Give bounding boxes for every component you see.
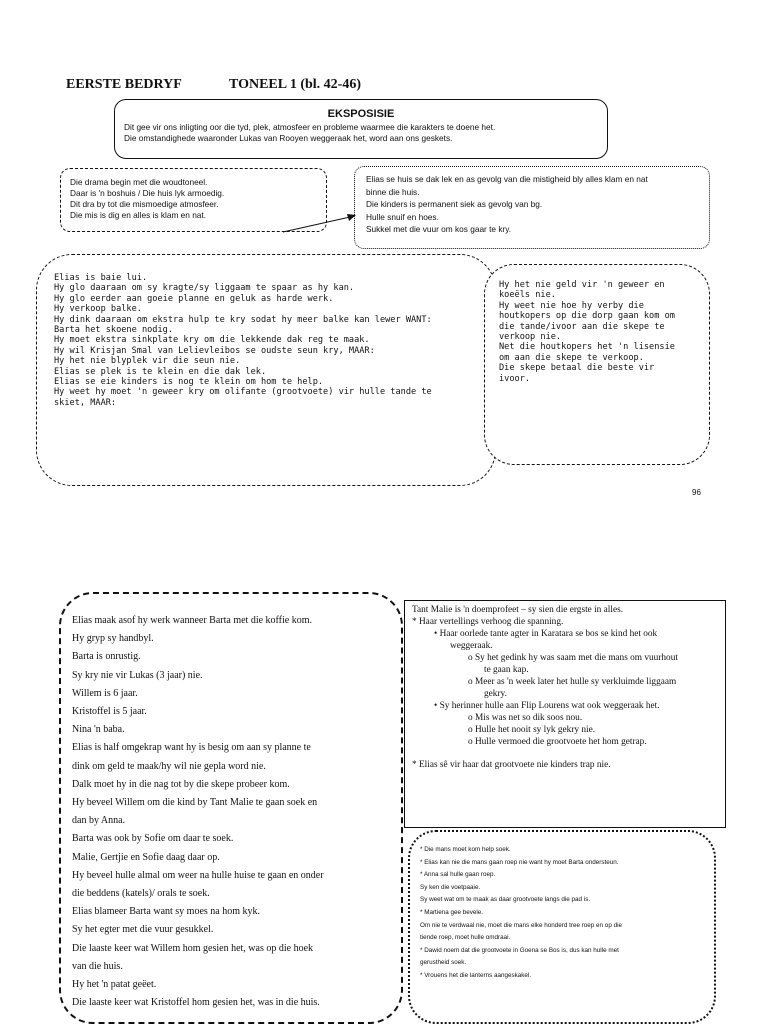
search-line: * Die mans moet kom help soek. (420, 846, 511, 853)
family-line: van die huis. (72, 960, 123, 972)
family-line: Die laaste keer wat Willem hom gesien het, was op die hoek (72, 942, 314, 954)
elias-line: Elias se eie kinders is nog te klein om hom te help. (54, 377, 324, 388)
elias-character-box (36, 254, 496, 486)
malie-subbullet-cont: te gaan kap. (484, 665, 529, 675)
ivory-line: Hy weet nie hoe hy verby die (499, 300, 644, 311)
family-line: Elias blameer Barta want sy moes na hom kyk. (72, 906, 261, 918)
elias-line: Hy het nie blyplek vir die seun nie. (54, 356, 241, 367)
ivory-line: Hy het nie geld vir 'n geweer en (499, 280, 665, 290)
family-events-box (59, 592, 403, 1024)
tant-malie-box (404, 600, 726, 828)
family-line: dan by Anna. (72, 815, 126, 827)
family-line: Hy het 'n patat geëet. (72, 979, 157, 991)
setting-line: Die drama begin met die woudtoneel. (70, 177, 208, 187)
exposition-title: EKSPOSISIE (327, 108, 395, 120)
setting-line: Daar is 'n boshuis / Die huis lyk armoedig. (70, 188, 225, 198)
house-line: Elias se huis se dak lek en as gevolg van die mistigheid bly alles klam en nat (366, 174, 648, 184)
search-line: gerustheid soek. (420, 959, 467, 967)
family-line: Sy het egter met die vuur gesukkel. (72, 924, 214, 936)
elias-line: Barta het skoene nodig. (54, 325, 173, 336)
family-line: Kristoffel is 5 jaar. (72, 706, 147, 718)
elias-line: Elias se plek is te klein en die dak lek. (54, 366, 267, 377)
family-line: Nina 'n baba. (72, 724, 125, 736)
malie-bullet: • Haar oorlede tante agter in Karatara se bos se kind het ook (434, 629, 658, 639)
elias-line: Hy dink daaraan om ekstra hulp te kry sodat hy meer balke kan lewer WANT: (54, 314, 432, 325)
exposition-box (114, 99, 608, 159)
act-heading: EERSTE BEDRYF (66, 77, 182, 92)
malie-subbullet: o Mis was net so dik soos nou. (468, 713, 583, 723)
family-line: Barta was ook by Sofie om daar te soek. (72, 833, 234, 845)
family-line: Elias is half omgekrap want hy is besig om aan sy planne te (72, 742, 311, 754)
search-line: * Vrouens het die lanterns aangeskakel. (420, 971, 532, 979)
elias-line: Hy wil Krisjan Smal van Lelievleibos se oudste seun kry, MAAR: (54, 345, 375, 356)
ivory-line: houtkopers op die dorp gaan kom om (499, 311, 675, 322)
family-line: Die laaste keer wat Kristoffel hom gesien het, was in die huis. (72, 997, 320, 1009)
house-line: binne die huis. (366, 186, 420, 197)
family-line: Elias maak asof hy werk wanneer Barta met die koffie kom. (72, 615, 313, 626)
elias-line: Hy moet ekstra sinkplate kry om die lekkende dak reg te maak. (54, 335, 370, 346)
ivory-problem-box (484, 264, 710, 465)
scene-heading: TONEEL 1 (bl. 42-46) (229, 77, 361, 92)
setting-line: Dit dra by tot die mismoedige atmosfeer. (70, 199, 219, 209)
family-line: Sy kry nie vir Lukas (3 jaar) nie. (72, 669, 203, 681)
search-line: Sy ken die voetpaaie. (420, 883, 481, 891)
setting-box (60, 168, 327, 232)
malie-subbullet-cont: gekry. (484, 689, 507, 699)
malie-intro: Tant Malie is 'n doemprofeet – sy sien die ergste in alles. (412, 605, 624, 615)
exposition-line: Die omstandighede waaronder Lukas van Rooyen weggeraak het, word aan ons geskets. (124, 133, 453, 143)
elias-line: Hy verkoop balke. (54, 304, 142, 315)
malie-point: * Elias sê vir haar dat grootvoete nie kinders trap nie. (412, 760, 611, 770)
ivory-line: Die skepe betaal die beste vir (499, 363, 655, 374)
page-number: 96 (692, 488, 701, 497)
search-line: * Martiena gee bevele. (420, 908, 484, 916)
elias-line: Hy glo eerder aan goeie planne en geluk as harde werk. (54, 293, 334, 304)
elias-line: Hy glo daaraan om sy kragte/sy liggaam te spaar as hy kan. (54, 283, 355, 294)
family-line: Hy beveel Willem om die kind by Tant Malie te gaan soek en (72, 797, 318, 809)
search-line: Om nie te verdwaal nie, moet die mans elke honderd tree roep en op die (420, 921, 622, 929)
malie-bullet-cont: weggeraak. (450, 641, 493, 651)
setting-line: Die mis is dig en alles is klam en nat. (70, 210, 207, 220)
family-line: Dalk moet hy in die nag tot by die skepe probeer kom. (72, 778, 290, 790)
ivory-line: die tande/ivoor aan die skepe te (499, 321, 665, 332)
family-line: dink om geld te maak/hy wil nie gepla word nie. (72, 760, 266, 772)
malie-subbullet: o Meer as 'n week later het hulle sy verkluimde liggaam (468, 677, 677, 687)
elias-line: skiet, MAAR: (54, 397, 117, 408)
exposition-line: Dit gee vir ons inligting oor die tyd, plek, atmosfeer en probleme waarmee die karakters te doene het. (124, 122, 496, 132)
family-line: Barta is onrustig. (72, 651, 141, 663)
elias-line: Elias is baie lui. (54, 273, 148, 283)
family-line: Hy beveel hulle almal om weer na hulle huise te gaan en onder (72, 869, 324, 881)
family-line: Malie, Gertjie en Sofie daag daar op. (72, 851, 220, 863)
ivory-line: om aan die skepe te verkoop. (499, 352, 644, 363)
search-line: tiende roep, moet hulle omdraai. (420, 934, 511, 942)
search-party-box (408, 830, 716, 1024)
malie-subbullet: o Hulle vermoed die grootvoete het hom getrap. (468, 737, 647, 747)
malie-bullet: • Sy herinner hulle aan Flip Lourens wat ook weggeraak het. (434, 701, 660, 711)
malie-subbullet: o Hulle het nooit sy lyk gekry nie. (468, 725, 596, 735)
search-line: Sy weet wat om te maak as daar grootvoete langs die pad is. (420, 896, 591, 904)
search-line: * Dawid noem dat die grootvoete in Goena se Bos is, dus kan hulle met (420, 946, 619, 954)
ivory-line: Net die houtkopers het 'n lisensie (499, 342, 675, 353)
search-line: * Elias kan nie die mans gaan roep nie want hy moet Barta ondersteun. (420, 858, 619, 866)
house-line: Hulle snuif en hoes. (366, 211, 439, 222)
house-line: Sukkel met die vuur om kos gaar te kry. (366, 224, 512, 234)
ivory-line: ivoor. (499, 373, 531, 384)
house-conditions-box (354, 166, 710, 249)
search-line: * Anna sal hulle gaan roep. (420, 871, 496, 879)
malie-point: * Haar vertellings verhoog die spanning. (412, 617, 564, 627)
ivory-line: verkoop nie. (499, 332, 562, 343)
house-line: Die kinders is permanent siek as gevolg van bg. (366, 199, 543, 209)
family-line: Hy gryp sy handbyl. (72, 633, 154, 645)
family-line: Willem is 6 jaar. (72, 687, 138, 699)
malie-subbullet: o Sy het gedink hy was saam met die mans om vuurhout (468, 653, 678, 663)
elias-line: Hy weet hy moet 'n geweer kry om olifante (grootvoete) vir hulle tande te (54, 387, 432, 398)
family-line: die beddens (katels)/ orals te soek. (72, 888, 210, 900)
ivory-line: koeëls nie. (499, 290, 556, 301)
